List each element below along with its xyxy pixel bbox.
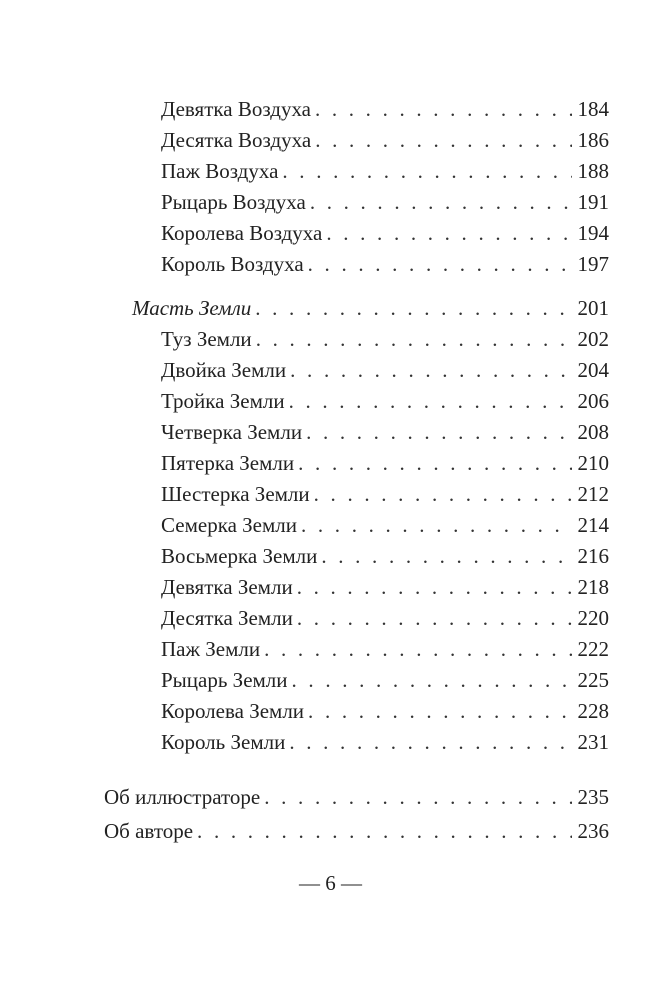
dot-leader <box>298 448 571 478</box>
toc-entry <box>161 218 609 248</box>
toc-entry-title: Тройка Земли <box>161 389 285 413</box>
toc-entry-page: 184 <box>577 97 609 121</box>
dot-leader <box>310 187 572 217</box>
toc-entry-title: Король Земли <box>161 730 286 754</box>
toc-entry-title: Десятка Земли <box>161 606 293 630</box>
toc-entry-title: Масть Земли <box>132 296 252 320</box>
toc-entry-page: 186 <box>577 128 609 152</box>
toc-entry-title: Паж Воздуха <box>161 159 279 183</box>
toc-entry-title: Об авторе <box>104 819 194 843</box>
toc-entry-title: Шестерка Земли <box>161 482 310 506</box>
toc-entry <box>104 816 609 846</box>
toc-entry-title: Рыцарь Воздуха <box>161 190 306 214</box>
toc-entry <box>161 727 609 757</box>
toc-entry-page: 206 <box>577 389 609 413</box>
toc-entry-page: 202 <box>577 327 609 351</box>
toc-entry-title: Паж Земли <box>161 637 261 661</box>
toc-entry <box>161 510 609 540</box>
toc-entry <box>161 386 609 416</box>
toc-entry-page: 222 <box>577 637 609 661</box>
toc-entry-title: Рыцарь Земли <box>161 668 288 692</box>
toc-entry-page: 191 <box>577 190 609 214</box>
toc-entry-page: 216 <box>577 544 609 568</box>
toc-entry-title: Король Воздуха <box>161 252 304 276</box>
toc-entry <box>161 156 609 186</box>
toc-entry-page: 220 <box>577 606 609 630</box>
toc-entry-title: Четверка Земли <box>161 420 303 444</box>
dot-leader <box>308 696 571 726</box>
toc-entry-title: Девятка Воздуха <box>161 97 311 121</box>
toc-entry-title: Королева Земли <box>161 699 305 723</box>
toc-entry-title: Девятка Земли <box>161 575 293 599</box>
toc-entry <box>161 479 609 509</box>
dot-leader <box>264 782 571 812</box>
dot-leader <box>282 156 571 186</box>
dot-leader <box>264 634 571 664</box>
toc-entry-title: Туз Земли <box>161 327 252 351</box>
dot-leader <box>297 603 572 633</box>
toc-entry-title: Десятка Воздуха <box>161 128 312 152</box>
toc-entry-title: Пятерка Земли <box>161 451 295 475</box>
toc-entry-title: Восьмерка Земли <box>161 544 318 568</box>
dot-leader <box>255 293 571 323</box>
dot-leader <box>306 417 571 447</box>
dot-leader <box>301 510 572 540</box>
dot-leader <box>315 125 571 155</box>
toc-entry <box>161 249 609 279</box>
toc-entry-page: 231 <box>577 730 609 754</box>
toc-entry <box>161 94 609 124</box>
toc-entry-page: 212 <box>577 482 609 506</box>
toc-entry-page: 235 <box>577 785 609 809</box>
toc-entry <box>161 417 609 447</box>
toc-entry <box>161 572 609 602</box>
toc-entry-page: 201 <box>577 296 609 320</box>
toc-entry-page: 218 <box>577 575 609 599</box>
toc-entry <box>161 187 609 217</box>
dot-leader <box>315 94 572 124</box>
toc-entry-title: Королева Воздуха <box>161 221 323 245</box>
toc-entry-page: 210 <box>577 451 609 475</box>
dot-leader <box>326 218 571 248</box>
toc-entry-page: 204 <box>577 358 609 382</box>
toc-entry <box>161 125 609 155</box>
toc-entry-page: 208 <box>577 420 609 444</box>
toc-entry <box>161 696 609 726</box>
dot-leader <box>289 386 572 416</box>
toc-entry-title: Об иллюстраторе <box>104 785 261 809</box>
toc-entry <box>161 665 609 695</box>
toc-entry <box>161 324 609 354</box>
toc-entry <box>161 541 609 571</box>
toc-section-heading <box>132 293 609 323</box>
toc-entry-page: 228 <box>577 699 609 723</box>
dot-leader <box>308 249 572 279</box>
dot-leader <box>290 355 571 385</box>
toc-entry-title: Двойка Земли <box>161 358 287 382</box>
page-number: — 6 — <box>299 871 362 895</box>
toc-entry <box>161 355 609 385</box>
dot-leader <box>292 665 572 695</box>
toc-entry-page: 236 <box>577 819 609 843</box>
dot-leader <box>256 324 572 354</box>
toc-entry-page: 225 <box>577 668 609 692</box>
toc-entry-page: 197 <box>577 252 609 276</box>
toc-entry-page: 214 <box>577 513 609 537</box>
dot-leader <box>321 541 571 571</box>
dot-leader <box>297 572 572 602</box>
dot-leader <box>289 727 571 757</box>
toc-entry-page: 188 <box>577 159 609 183</box>
dot-leader <box>314 479 572 509</box>
toc-entry-title: Семерка Земли <box>161 513 297 537</box>
toc-entry <box>161 603 609 633</box>
toc-entry <box>161 634 609 664</box>
toc-entry-page: 194 <box>577 221 609 245</box>
dot-leader <box>197 816 571 846</box>
toc-entry <box>104 782 609 812</box>
toc-entry <box>161 448 609 478</box>
